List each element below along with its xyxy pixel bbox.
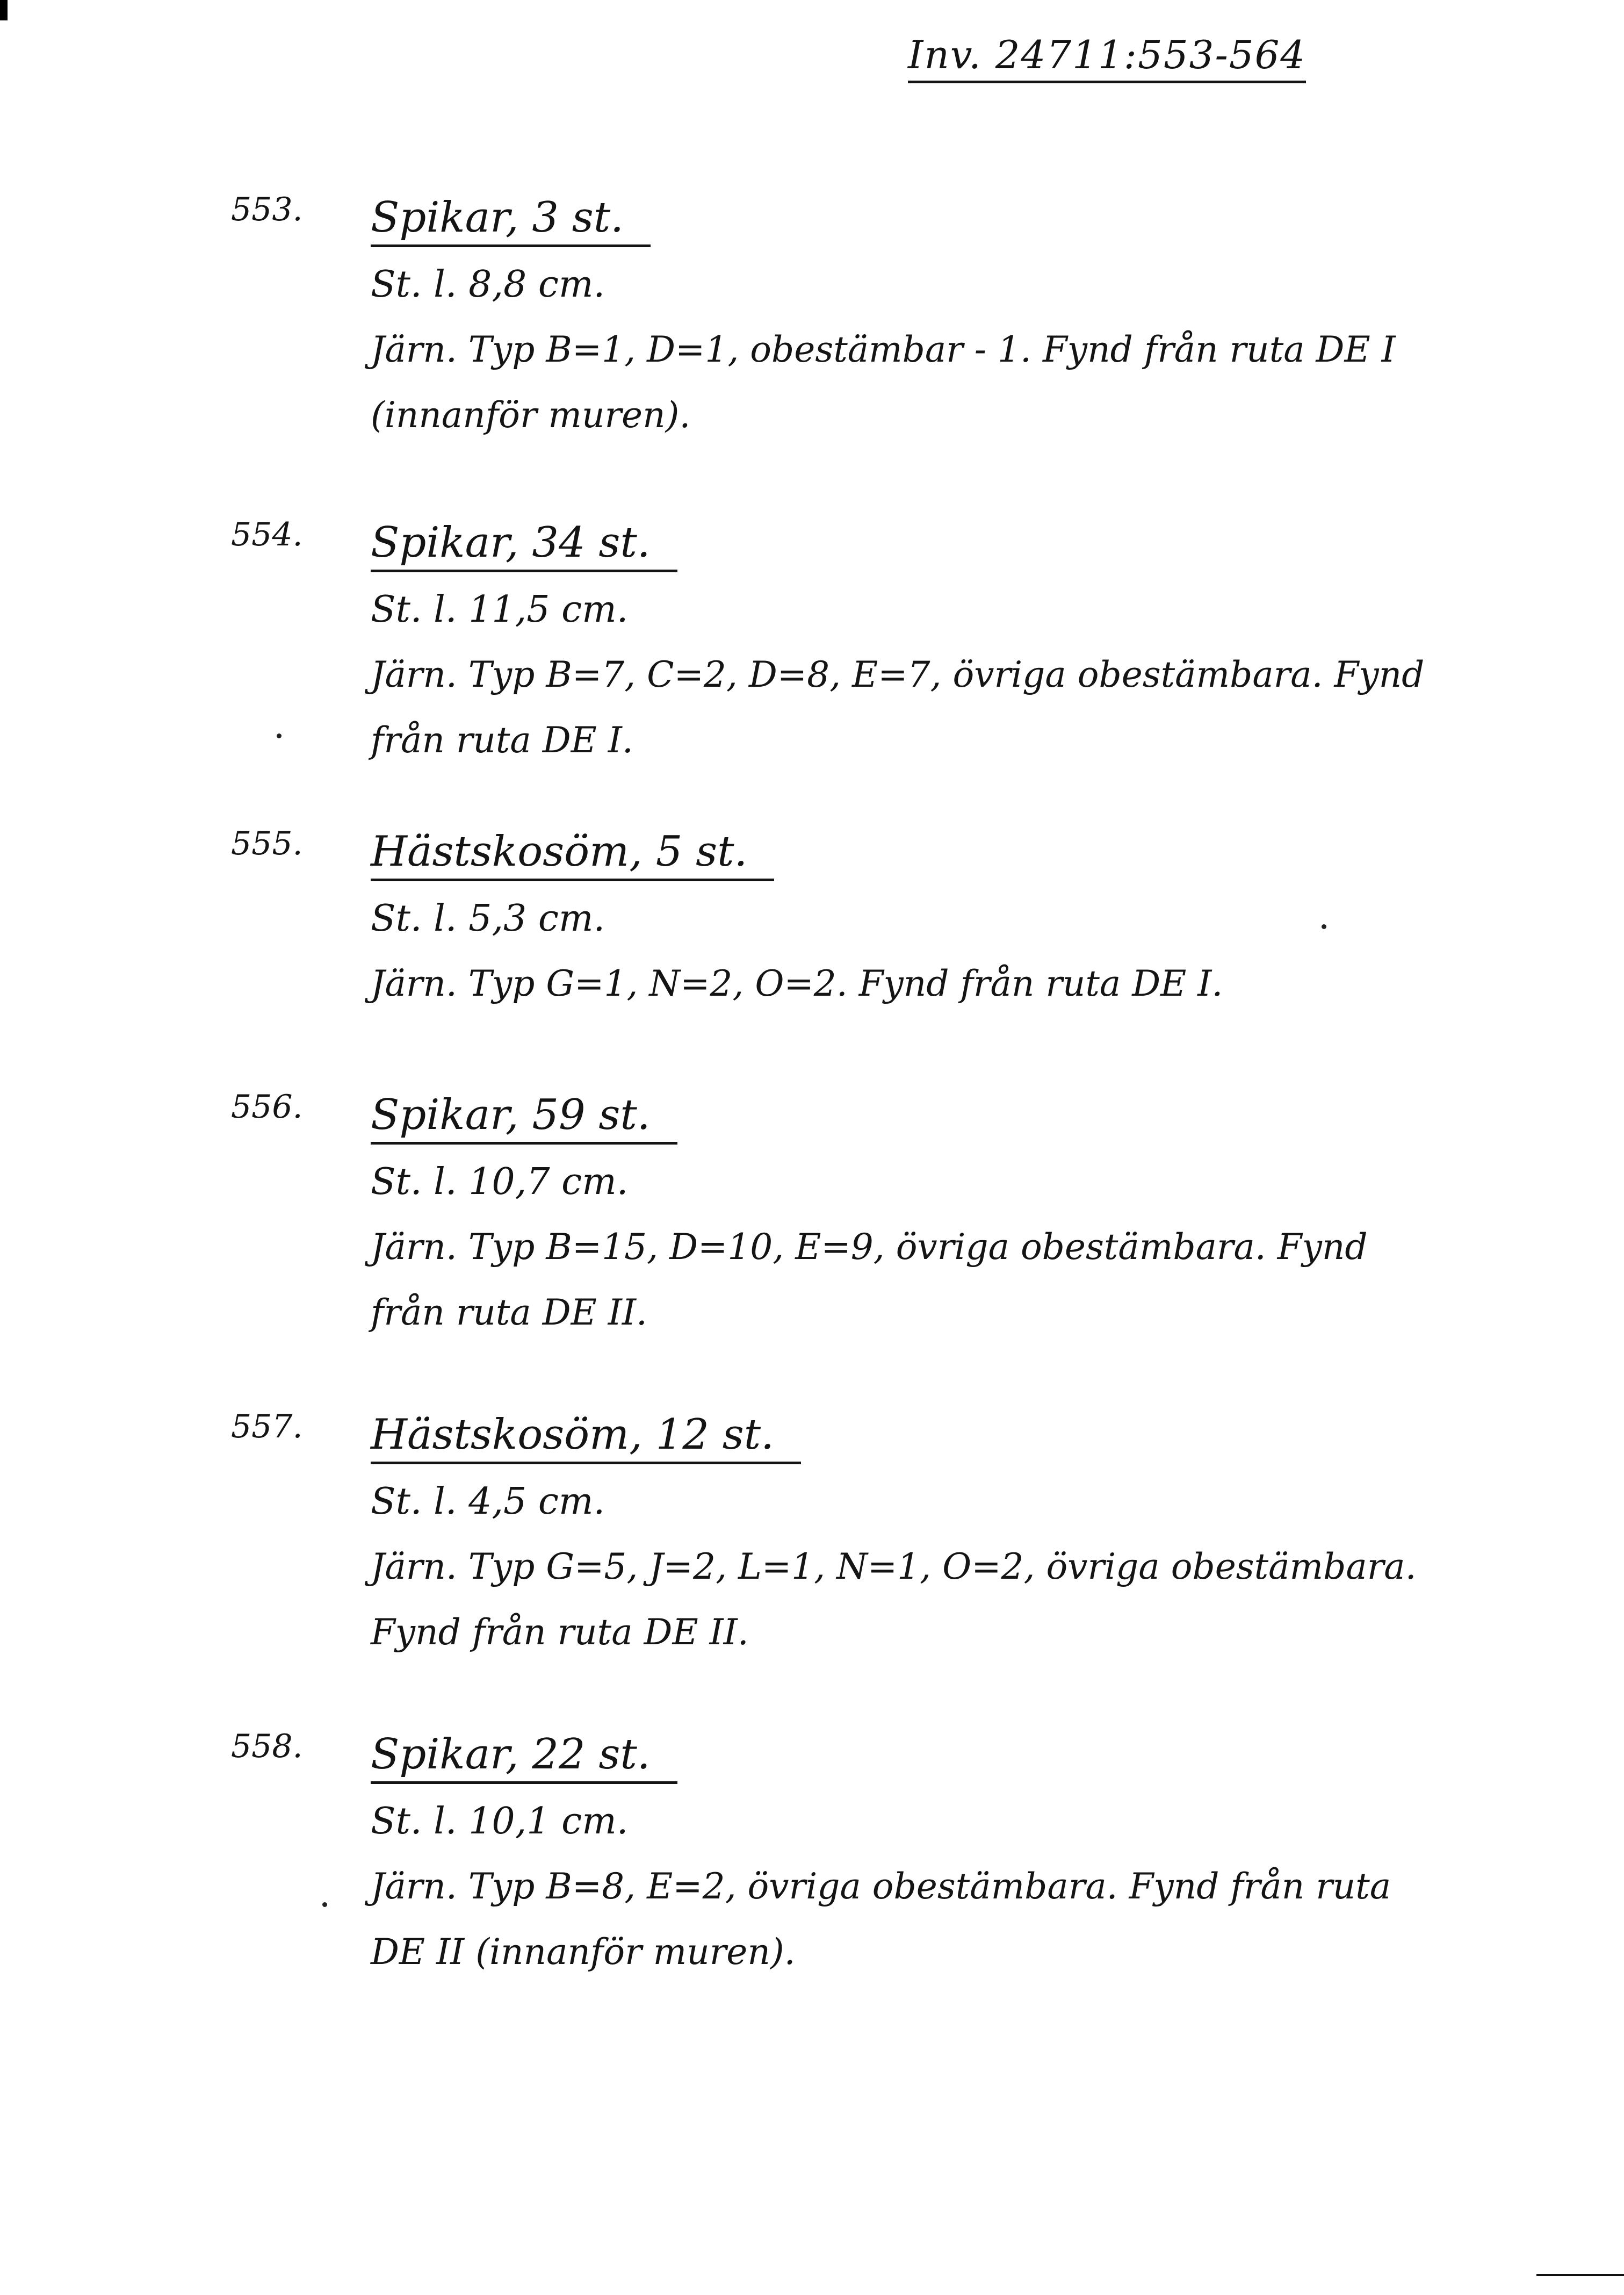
stray-ink-dot (322, 1902, 327, 1907)
entry-body (371, 1408, 1445, 1665)
entry-number: 553. (231, 191, 303, 228)
stray-ink-dot (1322, 924, 1326, 929)
entry-description: Järn. Typ B=15, D=10, E=9, övriga obestämbara. Fynd från ruta DE II. (371, 1226, 1368, 1333)
entry-number: 554. (231, 516, 303, 553)
inventory-header: Inv. 24711:553-564 (908, 32, 1306, 83)
entry-measure: St. l. 10,1 cm. (371, 1800, 629, 1843)
entry-title: Spikar, 22 st. (371, 1728, 677, 1784)
entry-description: Järn. Typ B=8, E=2, övriga obestämbara. Fynd från ruta DE II (innanför muren). (371, 1866, 1391, 1973)
entry-body (371, 825, 1445, 1017)
entry-number: 557. (231, 1408, 303, 1445)
entry-title: Spikar, 34 st. (371, 516, 677, 572)
entry-body (371, 1088, 1445, 1346)
entry-measure: St. l. 8,8 cm. (371, 263, 605, 306)
scan-corner-mark (0, 0, 8, 20)
entry-body (371, 1728, 1445, 1985)
entry-title: Spikar, 59 st. (371, 1088, 677, 1145)
entry-measure: St. l. 5,3 cm. (371, 897, 605, 940)
entry-body (371, 516, 1445, 773)
scan-edge-mark (1536, 2274, 1624, 2276)
entry-number: 555. (231, 825, 303, 862)
entry-number: 558. (231, 1728, 303, 1765)
entry-title: Spikar, 3 st. (371, 191, 651, 247)
entry-measure: St. l. 10,7 cm. (371, 1161, 629, 1203)
entry-description: Järn. Typ B=1, D=1, obestämbar - 1. Fynd från ruta DE I (innanför muren). (371, 329, 1396, 436)
entry-measure: St. l. 11,5 cm. (371, 588, 629, 631)
entry-description: Järn. Typ G=1, N=2, O=2. Fynd från ruta DE I. (371, 963, 1223, 1004)
entry-description: Järn. Typ G=5, J=2, L=1, N=1, O=2, övriga obestämbara. Fynd från ruta DE II. (371, 1546, 1417, 1653)
entry-title: Hästskosöm, 12 st. (371, 1408, 801, 1464)
entry-body (371, 191, 1445, 448)
stray-ink-dot (277, 733, 282, 738)
entry-description: Järn. Typ B=7, C=2, D=8, E=7, övriga obestämbara. Fynd från ruta DE I. (371, 654, 1425, 761)
entry-title: Hästskosöm, 5 st. (371, 825, 774, 881)
entry-number: 556. (231, 1088, 303, 1126)
entry-measure: St. l. 4,5 cm. (371, 1480, 605, 1523)
